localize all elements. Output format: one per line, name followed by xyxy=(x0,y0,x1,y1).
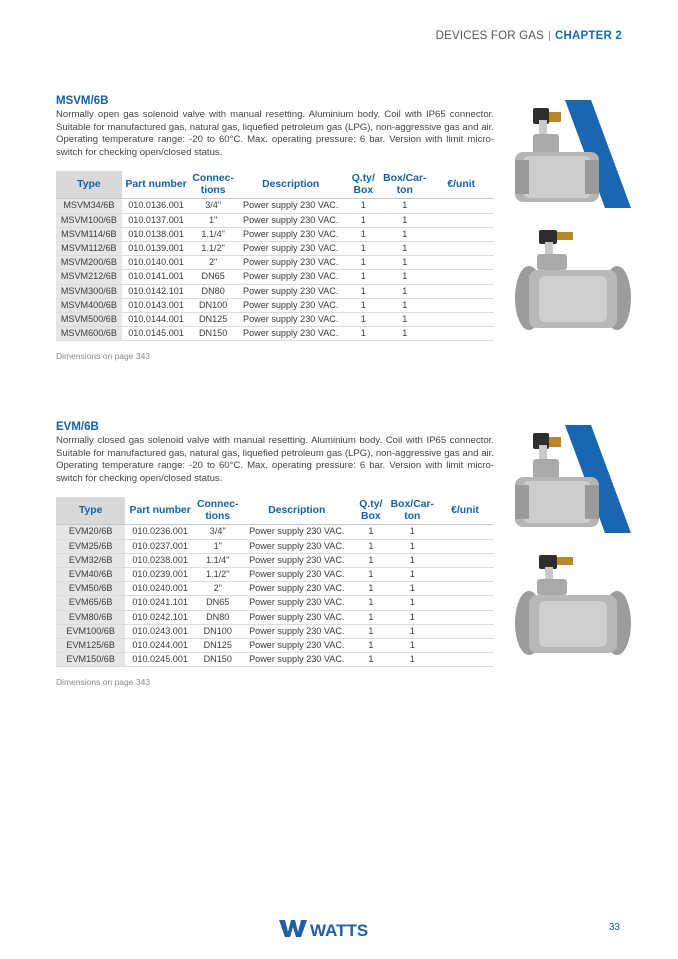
table-cell: 1 xyxy=(345,213,381,227)
table-cell: DN150 xyxy=(190,327,236,341)
section-name: DEVICES FOR GAS xyxy=(435,30,545,42)
table-cell: 1 xyxy=(381,270,428,284)
table-cell: 1 xyxy=(389,624,436,638)
table-cell: 010.0143.001 xyxy=(122,298,191,312)
column-header: Q.ty/ Box xyxy=(351,173,375,196)
table-cell: Power supply 230 VAC. xyxy=(236,298,346,312)
flanged-valve-image xyxy=(513,228,633,336)
table-cell: 1 xyxy=(389,653,436,667)
dimensions-note: Dimensions on page 343 xyxy=(56,351,151,362)
column-header: Part number xyxy=(129,505,191,517)
table-cell: 010.0241.101 xyxy=(125,596,195,610)
evm-section xyxy=(56,421,494,687)
table-cell: 1 xyxy=(381,284,428,298)
table-cell xyxy=(436,567,494,581)
table-cell: 010.0243.001 xyxy=(125,624,195,638)
product-title: MSVM/6B xyxy=(56,95,109,107)
table-cell xyxy=(428,241,494,255)
column-header: Part number xyxy=(125,179,187,191)
table-cell xyxy=(436,525,494,539)
table-row xyxy=(56,270,494,284)
table-cell: 010.0240.001 xyxy=(125,582,195,596)
table-cell: 1 xyxy=(353,567,389,581)
threaded-valve-image xyxy=(513,100,633,208)
table-cell: EVM40/6B xyxy=(56,567,125,581)
table-cell: 1 xyxy=(381,213,428,227)
table-cell: 010.0237.001 xyxy=(125,539,195,553)
table-cell: Power supply 230 VAC. xyxy=(241,525,353,539)
table-cell: 1 xyxy=(381,327,428,341)
table-cell xyxy=(436,553,494,567)
table-cell: EVM25/6B xyxy=(56,539,125,553)
table-row xyxy=(56,553,494,567)
table-cell: Power supply 230 VAC. xyxy=(241,653,353,667)
table-cell: EVM65/6B xyxy=(56,596,125,610)
table-cell: Power supply 230 VAC. xyxy=(236,256,346,270)
table-row xyxy=(56,638,494,652)
table-cell: 1 xyxy=(389,539,436,553)
table-cell: Power supply 230 VAC. xyxy=(241,553,353,567)
table-cell: 010.0244.001 xyxy=(125,638,195,652)
table-cell: 1 xyxy=(353,653,389,667)
table-cell: MSVM100/6B xyxy=(56,213,122,227)
msvm-section xyxy=(56,95,494,361)
table-row xyxy=(56,213,494,227)
table-cell xyxy=(428,199,494,213)
table-cell: 1 xyxy=(381,256,428,270)
table-cell: 1.1/2" xyxy=(190,241,236,255)
table-cell: Power supply 230 VAC. xyxy=(236,327,346,341)
table-cell xyxy=(436,596,494,610)
table-cell: 1 xyxy=(345,312,381,326)
table-cell: 1 xyxy=(389,525,436,539)
table-cell xyxy=(428,284,494,298)
table-cell: 010.0236.001 xyxy=(125,525,195,539)
table-cell xyxy=(428,327,494,341)
table-cell: 010.0239.001 xyxy=(125,567,195,581)
header-divider xyxy=(549,31,550,41)
table-cell: 010.0138.001 xyxy=(122,227,191,241)
logo-text: WATTS xyxy=(310,921,369,940)
column-header: Type xyxy=(56,497,125,525)
chapter-label: CHAPTER 2 xyxy=(555,30,622,42)
table-cell: 010.0140.001 xyxy=(122,256,191,270)
table-cell: MSVM34/6B xyxy=(56,199,122,213)
table-cell: 1 xyxy=(345,199,381,213)
table-cell xyxy=(436,624,494,638)
table-cell: Power supply 230 VAC. xyxy=(241,539,353,553)
table-cell: Power supply 230 VAC. xyxy=(241,638,353,652)
threaded-valve-image xyxy=(513,425,633,533)
table-cell: Power supply 230 VAC. xyxy=(236,312,346,326)
table-cell: DN125 xyxy=(195,638,241,652)
table-cell: 1 xyxy=(345,256,381,270)
table-row xyxy=(56,567,494,581)
table-cell: 010.0144.001 xyxy=(122,312,191,326)
table-cell: 010.0245.001 xyxy=(125,653,195,667)
table-cell: 1 xyxy=(389,638,436,652)
column-header: Q.ty/ Box xyxy=(359,499,383,522)
table-cell: Power supply 230 VAC. xyxy=(236,227,346,241)
table-row xyxy=(56,241,494,255)
table-cell: 1 xyxy=(389,553,436,567)
table-cell: 1 xyxy=(345,298,381,312)
table-cell: 010.0145.001 xyxy=(122,327,191,341)
table-cell: 1 xyxy=(353,638,389,652)
table-cell xyxy=(428,213,494,227)
table-cell: MSVM600/6B xyxy=(56,327,122,341)
page-number: 33 xyxy=(608,922,620,933)
table-cell: 1 xyxy=(353,525,389,539)
table-row xyxy=(56,582,494,596)
table-cell: 1 xyxy=(353,610,389,624)
watts-logo xyxy=(279,916,371,940)
table-row xyxy=(56,298,494,312)
table-cell xyxy=(436,539,494,553)
table-cell: 1" xyxy=(195,539,241,553)
table-cell: 1 xyxy=(353,539,389,553)
table-cell xyxy=(436,638,494,652)
table-cell: 010.0242.101 xyxy=(125,610,195,624)
table-cell: 010.0141.001 xyxy=(122,270,191,284)
table-cell: DN80 xyxy=(195,610,241,624)
table-cell xyxy=(436,582,494,596)
table-cell: MSVM114/6B xyxy=(56,227,122,241)
table-cell: 1 xyxy=(381,298,428,312)
table-cell: 1 xyxy=(345,284,381,298)
price-table xyxy=(56,497,494,667)
column-header: €/unit xyxy=(451,505,479,517)
table-cell: 3/4" xyxy=(195,525,241,539)
table-cell: Power supply 230 VAC. xyxy=(241,567,353,581)
table-cell: 1 xyxy=(353,553,389,567)
table-row xyxy=(56,653,494,667)
table-cell xyxy=(428,256,494,270)
table-cell: 1 xyxy=(345,327,381,341)
table-cell: Power supply 230 VAC. xyxy=(241,596,353,610)
table-cell: DN65 xyxy=(195,596,241,610)
column-header: Box/Car- ton xyxy=(383,173,427,196)
table-cell: 1.1/4" xyxy=(190,227,236,241)
product-description: Normally closed gas solenoid valve with manual resetting. Aluminium body. Coil with IP65 connector. Suitable for manufactured gas, natural gas, liquefied petroleum gas (LPG), non-aggressive gas and air. Operating temperature range: -20 to 60°C. Max. operating pressure: 6 bar. Version with limit micro-switch for checking open/closed status. xyxy=(56,435,494,484)
table-cell: DN100 xyxy=(195,624,241,638)
table-cell: 010.0136.001 xyxy=(122,199,191,213)
table-cell xyxy=(436,610,494,624)
table-cell: EVM32/6B xyxy=(56,553,125,567)
table-cell: 2" xyxy=(190,256,236,270)
table-cell: 1 xyxy=(345,241,381,255)
table-header-row xyxy=(56,171,494,199)
table-cell: MSVM112/6B xyxy=(56,241,122,255)
table-row xyxy=(56,596,494,610)
table-cell: Power supply 230 VAC. xyxy=(236,284,346,298)
table-cell: 1 xyxy=(345,227,381,241)
table-cell: 1 xyxy=(353,582,389,596)
table-cell: 1 xyxy=(389,582,436,596)
column-header: Description xyxy=(268,505,326,517)
product-title: EVM/6B xyxy=(56,421,99,433)
table-cell: Power supply 230 VAC. xyxy=(236,213,346,227)
table-cell: DN80 xyxy=(190,284,236,298)
table-row xyxy=(56,539,494,553)
table-row xyxy=(56,525,494,539)
table-cell: EVM100/6B xyxy=(56,624,125,638)
table-cell: 1 xyxy=(353,624,389,638)
column-header: Connec- tions xyxy=(192,173,234,196)
table-cell: 010.0238.001 xyxy=(125,553,195,567)
table-cell: DN125 xyxy=(190,312,236,326)
table-header-row xyxy=(56,497,494,525)
table-cell: MSVM300/6B xyxy=(56,284,122,298)
table-cell: MSVM400/6B xyxy=(56,298,122,312)
table-row xyxy=(56,624,494,638)
table-cell: MSVM500/6B xyxy=(56,312,122,326)
table-cell: 010.0137.001 xyxy=(122,213,191,227)
table-cell: 1 xyxy=(389,610,436,624)
table-cell: 1 xyxy=(381,199,428,213)
table-cell xyxy=(428,270,494,284)
table-cell: 3/4" xyxy=(190,199,236,213)
table-cell: Power supply 230 VAC. xyxy=(236,241,346,255)
table-cell: DN150 xyxy=(195,653,241,667)
table-cell: MSVM200/6B xyxy=(56,256,122,270)
column-header: €/unit xyxy=(447,179,476,191)
table-cell: 1 xyxy=(389,596,436,610)
column-header: Box/Car- ton xyxy=(390,499,434,522)
table-cell: 1 xyxy=(353,596,389,610)
price-table xyxy=(56,171,494,341)
table-row xyxy=(56,312,494,326)
table-cell: 010.0139.001 xyxy=(122,241,191,255)
table-cell: EVM80/6B xyxy=(56,610,125,624)
table-cell: 1 xyxy=(381,241,428,255)
table-cell xyxy=(428,298,494,312)
table-cell: 1 xyxy=(381,227,428,241)
table-cell: 1 xyxy=(345,270,381,284)
table-cell: 1 xyxy=(389,567,436,581)
table-cell: EVM125/6B xyxy=(56,638,125,652)
table-cell: MSVM212/6B xyxy=(56,270,122,284)
table-cell xyxy=(436,653,494,667)
column-header: Type xyxy=(56,171,122,199)
table-row xyxy=(56,610,494,624)
column-header: Description xyxy=(262,179,320,191)
table-cell: Power supply 230 VAC. xyxy=(241,610,353,624)
table-cell: DN100 xyxy=(190,298,236,312)
table-cell: 1.1/2" xyxy=(195,567,241,581)
table-cell: 1.1/4" xyxy=(195,553,241,567)
table-cell: EVM50/6B xyxy=(56,582,125,596)
page-header xyxy=(436,30,622,42)
column-header: Connec- tions xyxy=(196,499,239,522)
table-cell: EVM150/6B xyxy=(56,653,125,667)
table-cell: 1" xyxy=(190,213,236,227)
table-cell xyxy=(428,312,494,326)
table-row xyxy=(56,284,494,298)
table-cell: Power supply 230 VAC. xyxy=(236,199,346,213)
table-cell: 2" xyxy=(195,582,241,596)
table-cell xyxy=(428,227,494,241)
table-cell: DN65 xyxy=(190,270,236,284)
table-row xyxy=(56,327,494,341)
table-cell: 010.0142.101 xyxy=(122,284,191,298)
product-description: Normally open gas solenoid valve with manual resetting. Aluminium body. Coil with IP65 connector. Suitable for manufactured gas, natural gas, liquefied petroleum gas (LPG), non-aggressive gas and air. Operating temperature range: -20 to 60°C. Max. operating pressure: 6 bar. Version with limit micro-switch for checking open/closed status. xyxy=(56,109,494,158)
table-cell: EVM20/6B xyxy=(56,525,125,539)
table-row xyxy=(56,199,494,213)
table-row xyxy=(56,227,494,241)
table-row xyxy=(56,256,494,270)
dimensions-note: Dimensions on page 343 xyxy=(56,677,151,688)
table-cell: Power supply 230 VAC. xyxy=(241,624,353,638)
table-cell: Power supply 230 VAC. xyxy=(236,270,346,284)
flanged-valve-image xyxy=(513,553,633,661)
table-cell: Power supply 230 VAC. xyxy=(241,582,353,596)
table-cell: 1 xyxy=(381,312,428,326)
